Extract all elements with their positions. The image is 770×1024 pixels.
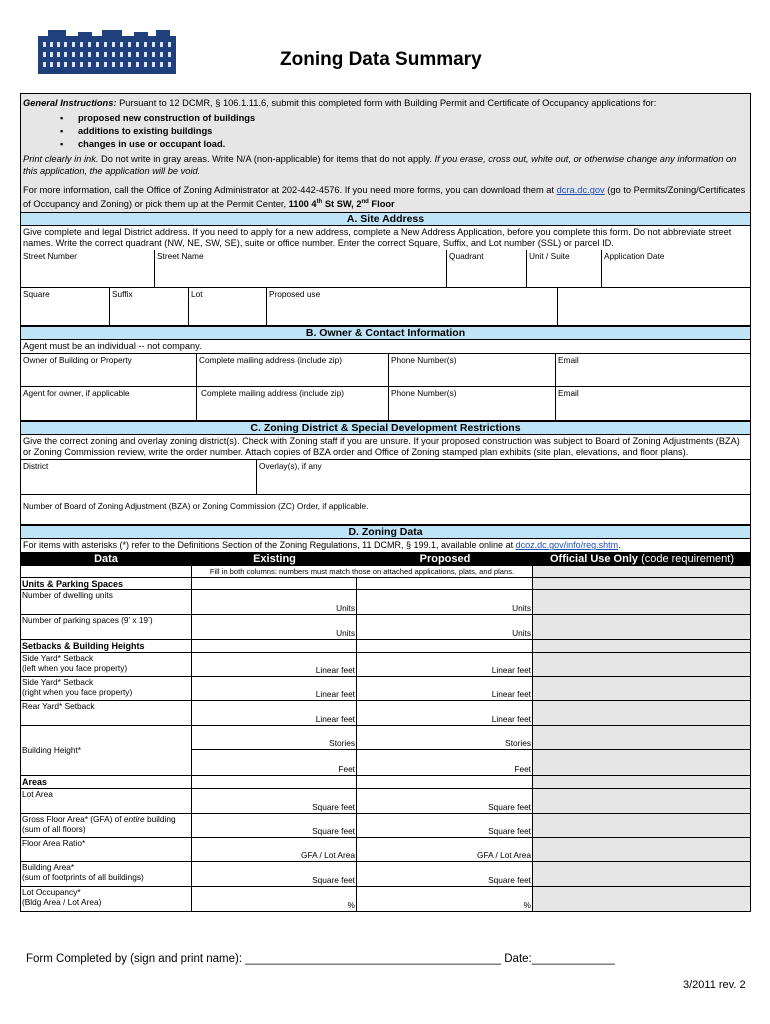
department-name: DEPARTMENT OF CONSUMER & REGULATORY AFFAIRS <box>40 70 176 75</box>
building-area-label: Building Area* (sum of footprints of all buildings) <box>21 862 192 886</box>
height-stories-existing[interactable]: Stories <box>192 726 356 750</box>
application-date-field[interactable]: Application Date <box>604 251 665 262</box>
lot-area-proposed[interactable]: Square feet <box>357 789 533 813</box>
side-yard-left-existing[interactable]: Linear feet <box>192 653 357 676</box>
section-b-header: B. Owner & Contact Information <box>20 326 751 340</box>
owner-field[interactable]: Owner of Building or Property <box>21 354 197 386</box>
agent-email-field[interactable]: Email <box>558 388 579 399</box>
setbacks-heading: Setbacks & Building Heights <box>21 640 192 652</box>
dwelling-units-label: Number of dwelling units <box>21 590 192 614</box>
dwelling-units-existing[interactable]: Units <box>192 590 357 614</box>
lot-area-existing[interactable]: Square feet <box>192 789 357 813</box>
blank-cell <box>558 288 750 325</box>
far-proposed[interactable]: GFA / Lot Area <box>357 838 533 861</box>
side-yard-left-proposed[interactable]: Linear feet <box>357 653 533 676</box>
parking-spaces-label: Number of parking spaces (9’ x 19’) <box>21 615 192 639</box>
proposed-use-field[interactable]: Proposed use <box>267 288 558 325</box>
instruction-bullet: • proposed new construction of buildings <box>60 112 748 125</box>
height-stories-proposed[interactable]: Stories <box>357 726 532 750</box>
lot-field[interactable]: Lot <box>189 288 267 325</box>
district-field[interactable]: District <box>21 460 257 494</box>
far-label: Floor Area Ratio* <box>21 838 192 861</box>
owner-phone-field[interactable]: Phone Number(s) <box>389 354 556 386</box>
gfa-existing[interactable]: Square feet <box>192 814 357 837</box>
fill-instruction: Fill in both columns: numbers must match those on attached applications, plats, and plans. <box>192 566 533 577</box>
areas-heading: Areas <box>21 776 192 788</box>
col-proposed: Proposed <box>419 553 471 566</box>
building-area-existing[interactable]: Square feet <box>192 862 357 886</box>
side-yard-right-existing[interactable]: Linear feet <box>192 677 357 700</box>
side-yard-left-label: Side Yard* Setback (left when you face property) <box>21 653 192 676</box>
section-a-header: A. Site Address <box>20 212 751 226</box>
page-title: Zoning Data Summary <box>280 49 482 70</box>
signature-line[interactable]: Form Completed by (sign and print name): ________________________________________ Date:_____________ <box>26 953 615 965</box>
section-d-header: D. Zoning Data <box>20 525 751 539</box>
owner-email-field[interactable]: Email <box>558 355 579 366</box>
section-c-note: Give the correct zoning and overlay zoning district(s). Check with Zoning staff if you are unsure. If your proposed construction was subject to Board of Zoning Adjustments (BZA) or Zoning Commission review, write the order number. Attach copies of BZA order and Office of Zoning stamped plan exhibits (site plan, elevations, and floor plans). <box>20 435 751 459</box>
lot-occupancy-label: Lot Occupancy* (Bldg Area / Lot Area) <box>21 887 192 911</box>
parking-existing[interactable]: Units <box>192 615 357 639</box>
form-sheet <box>20 93 751 912</box>
quadrant-field[interactable]: Quadrant <box>447 250 527 287</box>
building-area-proposed[interactable]: Square feet <box>357 862 533 886</box>
section-a-note: Give complete and legal District address. If you need to apply for a new address, complete a New Address Application, before you complete this form. Do not abbreviate street names. Write the correct quadrant (NW, NE, SW, SE), suite or office number. Enter the correct Square, Suffix, and Lot number (SSL) or parcel ID. <box>20 226 751 250</box>
agent-phone-field[interactable]: Phone Number(s) <box>389 387 556 420</box>
instruction-bullet: • changes in use or occupant load. <box>60 138 748 151</box>
col-data: Data <box>94 553 118 566</box>
square-field[interactable]: Square <box>21 288 110 325</box>
gfa-label: Gross Floor Area* (GFA) of entire building (sum of all floors) <box>21 814 192 837</box>
instruction-bullet: • additions to existing buildings <box>60 125 748 138</box>
lot-occupancy-existing[interactable]: % <box>192 887 357 911</box>
revision-note: 3/2011 rev. 2 <box>683 979 746 991</box>
dcoz-link[interactable]: dcoz.dc.gov/info/reg.shtm <box>515 540 619 551</box>
height-feet-existing[interactable]: Feet <box>338 764 355 775</box>
bza-order-field[interactable]: Number of Board of Zoning Adjustment (BZA) or Zoning Commission (ZC) Order, if applicable. <box>23 501 369 512</box>
rear-yard-proposed[interactable]: Linear feet <box>357 701 533 725</box>
building-height-label: Building Height* <box>21 726 192 775</box>
lot-area-label: Lot Area <box>21 789 192 813</box>
suffix-field[interactable]: Suffix <box>110 288 189 325</box>
units-parking-heading: Units & Parking Spaces <box>21 578 192 589</box>
section-b-note: Agent must be an individual -- not company. <box>20 340 751 353</box>
general-instructions: General Instructions: Pursuant to 12 DCMR, § 106.1.11.6, submit this completed form with Building Permit and Certificate of Occupancy applications for: • proposed new construction of buildings • additions to existing buildings • changes in use or occupant load. Print clearly in ink. Do not write in gray areas. Write N/A (non-applicable) for items that do not apply. If you erase, cross out, white out, or otherwise change any information on this application, the application will be void. For more information, call the Office of Zoning Administrator at 202-442-4576. If you need more forms, you can download them at dcra.dc.gov (go to Permits/Zoning/Certificates of Occupancy and Zoning) or pick them up at the Permit Center, 1100 4th St SW, 2nd Floor <box>20 93 751 212</box>
agent-field[interactable]: Agent for owner, if applicable <box>21 387 197 420</box>
col-existing: Existing <box>253 553 296 566</box>
street-name-field[interactable]: Street Name <box>155 250 447 287</box>
section-d-note: For items with asterisks (*) refer to the Definitions Section of the Zoning Regulations, 11 DCMR, § 199.1, available online at dcoz.dc.gov/info/reg.shtm. <box>20 539 751 552</box>
agent-mailing-address-field[interactable]: Complete mailing address (include zip) <box>197 387 389 420</box>
side-yard-right-label: Side Yard* Setback (right when you face property) <box>21 677 192 700</box>
zoning-data-column-headers: Data Existing Proposed Official Use Only (code requirement) <box>20 552 751 566</box>
section-c-header: C. Zoning District & Special Development Restrictions <box>20 421 751 435</box>
far-existing[interactable]: GFA / Lot Area <box>192 838 357 861</box>
gfa-proposed[interactable]: Square feet <box>357 814 533 837</box>
parking-proposed[interactable]: Units <box>357 615 533 639</box>
overlay-field[interactable]: Overlay(s), if any <box>259 461 322 472</box>
height-feet-proposed[interactable]: Feet <box>514 764 531 775</box>
dcra-link[interactable]: dcra.dc.gov <box>556 185 605 195</box>
unit-suite-field[interactable]: Unit / Suite <box>527 250 602 287</box>
rear-yard-label: Rear Yard* Setback <box>21 701 192 725</box>
side-yard-right-proposed[interactable]: Linear feet <box>357 677 533 700</box>
dwelling-units-proposed[interactable]: Units <box>357 590 533 614</box>
rear-yard-existing[interactable]: Linear feet <box>192 701 357 725</box>
owner-mailing-address-field[interactable]: Complete mailing address (include zip) <box>197 354 389 386</box>
street-number-field[interactable]: Street Number <box>21 250 155 287</box>
col-official-use: Official Use Only <box>549 553 639 566</box>
lot-occupancy-proposed[interactable]: % <box>357 887 533 911</box>
